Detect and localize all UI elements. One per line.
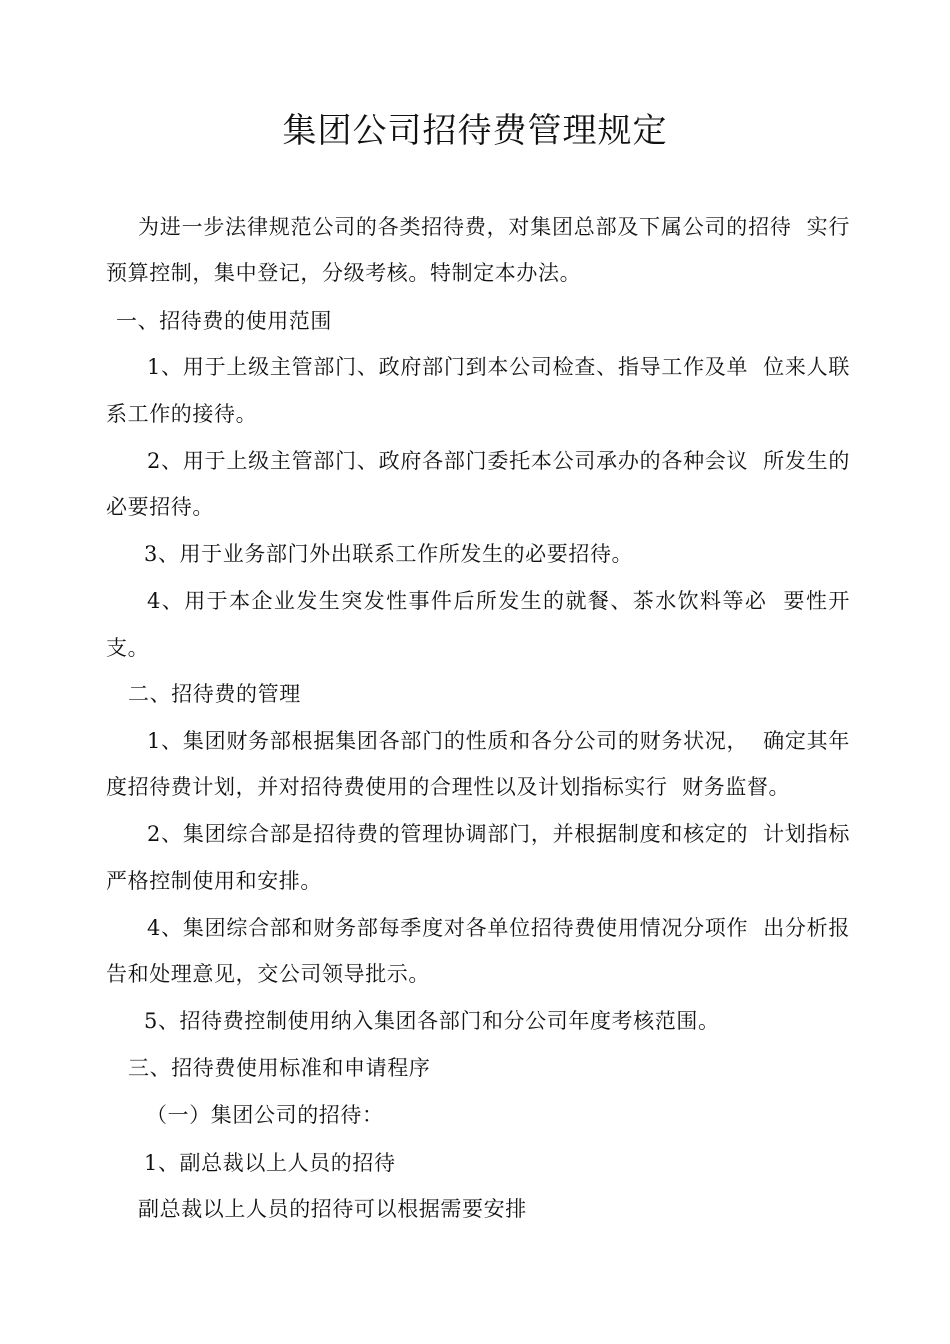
section-heading: 二、招待费的管理 [128,682,301,706]
subsection-heading: （一）集团公司的招待： [146,1103,384,1127]
paragraph-line: 支。 [106,636,150,660]
paragraph-line: 1、用于上级主管部门、政府部门到本公司检查、指导工作及单 位来人联 [147,355,850,379]
paragraph-line: 5、招待费控制使用纳入集团各部门和分公司年度考核范围。 [144,1009,720,1033]
paragraph-line: 2、集团综合部是招待费的管理协调部门，并根据制度和核定的 计划指标 [147,822,850,846]
paragraph-line: 4、集团综合部和财务部每季度对各单位招待费使用情况分项作 出分析报 [147,916,850,940]
paragraph-line: 严格控制使用和安排。 [106,869,322,893]
paragraph-line: 必要招待。 [106,495,214,519]
paragraph-line: 1、集团财务部根据集团各部门的性质和各分公司的财务状况， 确定其年 [147,729,850,753]
paragraph-line: 3、用于业务部门外出联系工作所发生的必要招待。 [144,542,634,566]
paragraph-line: 系工作的接待。 [106,402,258,426]
paragraph-line: 2、用于上级主管部门、政府各部门委托本公司承办的各种会议 所发生的 [147,449,850,473]
section-heading: 一、招待费的使用范围 [116,309,332,333]
paragraph-line: 告和处理意见，交公司领导批示。 [106,962,430,986]
paragraph-line: 1、副总裁以上人员的招待 [144,1151,396,1175]
paragraph-line: 为进一步法律规范公司的各类招待费，对集团总部及下属公司的招待 实行 [138,215,850,239]
paragraph-line: 预算控制，集中登记，分级考核。特制定本办法。 [106,261,582,285]
paragraph-line: 副总裁以上人员的招待可以根据需要安排 [138,1197,527,1221]
paragraph-line: 度招待费计划，并对招待费使用的合理性以及计划指标实行 财务监督。 [106,775,791,799]
paragraph-line: 4、用于本企业发生突发性事件后所发生的就餐、茶水饮料等必 要性开 [147,589,850,613]
document-title: 集团公司招待费管理规定 [282,111,668,151]
section-heading: 三、招待费使用标准和申请程序 [128,1056,431,1080]
